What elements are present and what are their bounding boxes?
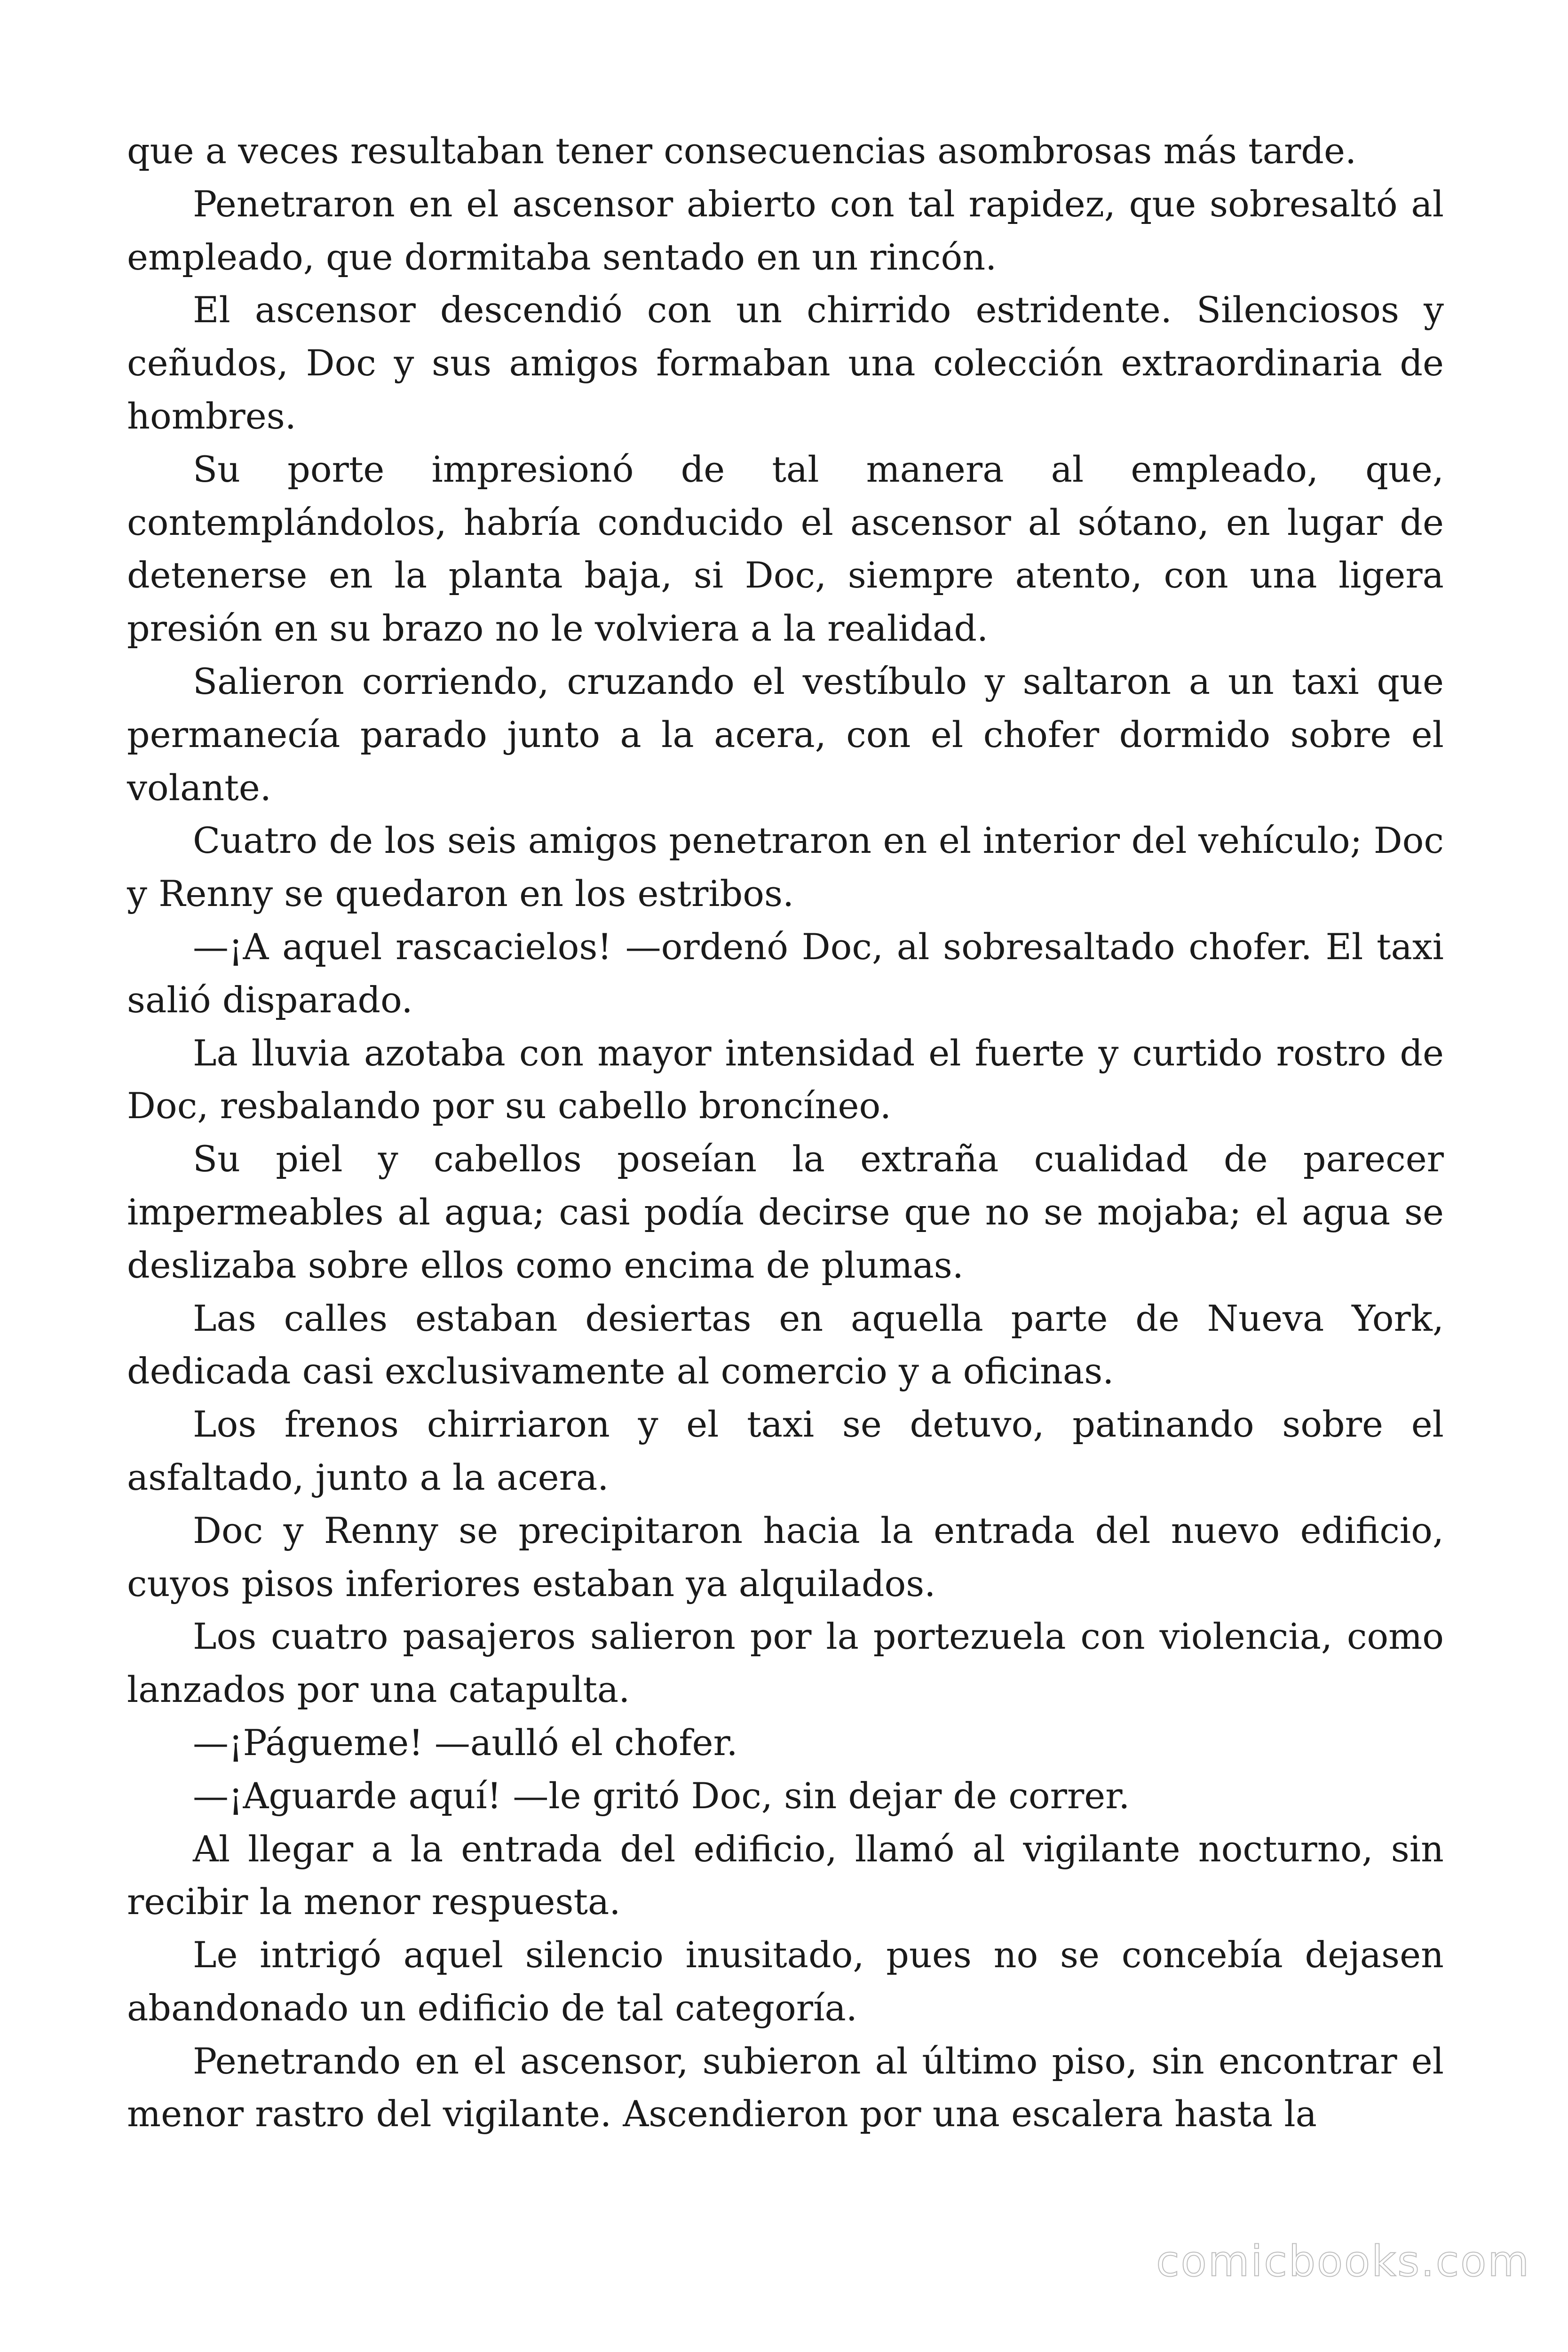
paragraph: Le intrigó aquel silencio inusitado, pues no se concebía dejasen abandonado un edificio de tal categoría. <box>127 1934 1444 2029</box>
paragraph: Su porte impresionó de tal manera al empleado, que, contemplándolos, habría conducido el ascensor al sótano, en lugar de detenerse en la planta baja, si Doc, siempre atento, con una ligera presión en su brazo no le volviera a la realidad. <box>127 448 1444 650</box>
paragraph: Cuatro de los seis amigos penetraron en el interior del vehículo; Doc y Renny se quedaron en los estribos. <box>127 819 1444 915</box>
paragraph: Penetrando en el ascensor, subieron al último piso, sin encontrar el menor rastro del vigilante. Ascendieron por una escalera hasta la <box>127 2040 1444 2135</box>
paragraph: —¡A aquel rascacielos! —ordenó Doc, al sobresaltado chofer. El taxi salió disparado. <box>127 925 1444 1021</box>
paragraph: Las calles estaban desiertas en aquella parte de Nueva York, dedicada casi exclusivamente al comercio y a oficinas. <box>127 1297 1444 1392</box>
paragraph: Penetraron en el ascensor abierto con tal rapidez, que sobresaltó al empleado, que dormitaba sentado en un rincón. <box>127 183 1444 278</box>
paragraph: que a veces resultaban tener consecuencias asombrosas más tarde. <box>127 130 1357 172</box>
paragraph: —¡Aguarde aquí! —le gritó Doc, sin dejar de correr. <box>193 1774 1130 1817</box>
paragraph: Los cuatro pasajeros salieron por la portezuela con violencia, como lanzados por una catapulta. <box>127 1615 1444 1711</box>
book-page-text <box>127 125 1444 2141</box>
paragraph: Al llegar a la entrada del edificio, llamó al vigilante nocturno, sin recibir la menor respuesta. <box>127 1828 1444 1923</box>
paragraph: Doc y Renny se precipitaron hacia la entrada del nuevo edificio, cuyos pisos inferiores estaban ya alquilados. <box>127 1509 1444 1605</box>
paragraph: —¡Págueme! —aulló el chofer. <box>193 1721 738 1764</box>
paragraph: Los frenos chirriaron y el taxi se detuvo, patinando sobre el asfaltado, junto a la acera. <box>127 1403 1444 1498</box>
watermark-text: comicbooks.com <box>1156 2237 1530 2286</box>
paragraph: Salieron corriendo, cruzando el vestíbulo y saltaron a un taxi que permanecía parado junto a la acera, con el chofer dormido sobre el volante. <box>127 660 1444 809</box>
paragraph: Su piel y cabellos poseían la extraña cualidad de parecer impermeables al agua; casi podía decirse que no se mojaba; el agua se deslizaba sobre ellos como encima de plumas. <box>127 1138 1444 1286</box>
paragraph: El ascensor descendió con un chirrido estridente. Silenciosos y ceñudos, Doc y sus amigos formaban una colección extraordinaria de hombres. <box>127 289 1444 437</box>
paragraph: La lluvia azotaba con mayor intensidad el fuerte y curtido rostro de Doc, resbalando por su cabello broncíneo. <box>127 1032 1444 1127</box>
